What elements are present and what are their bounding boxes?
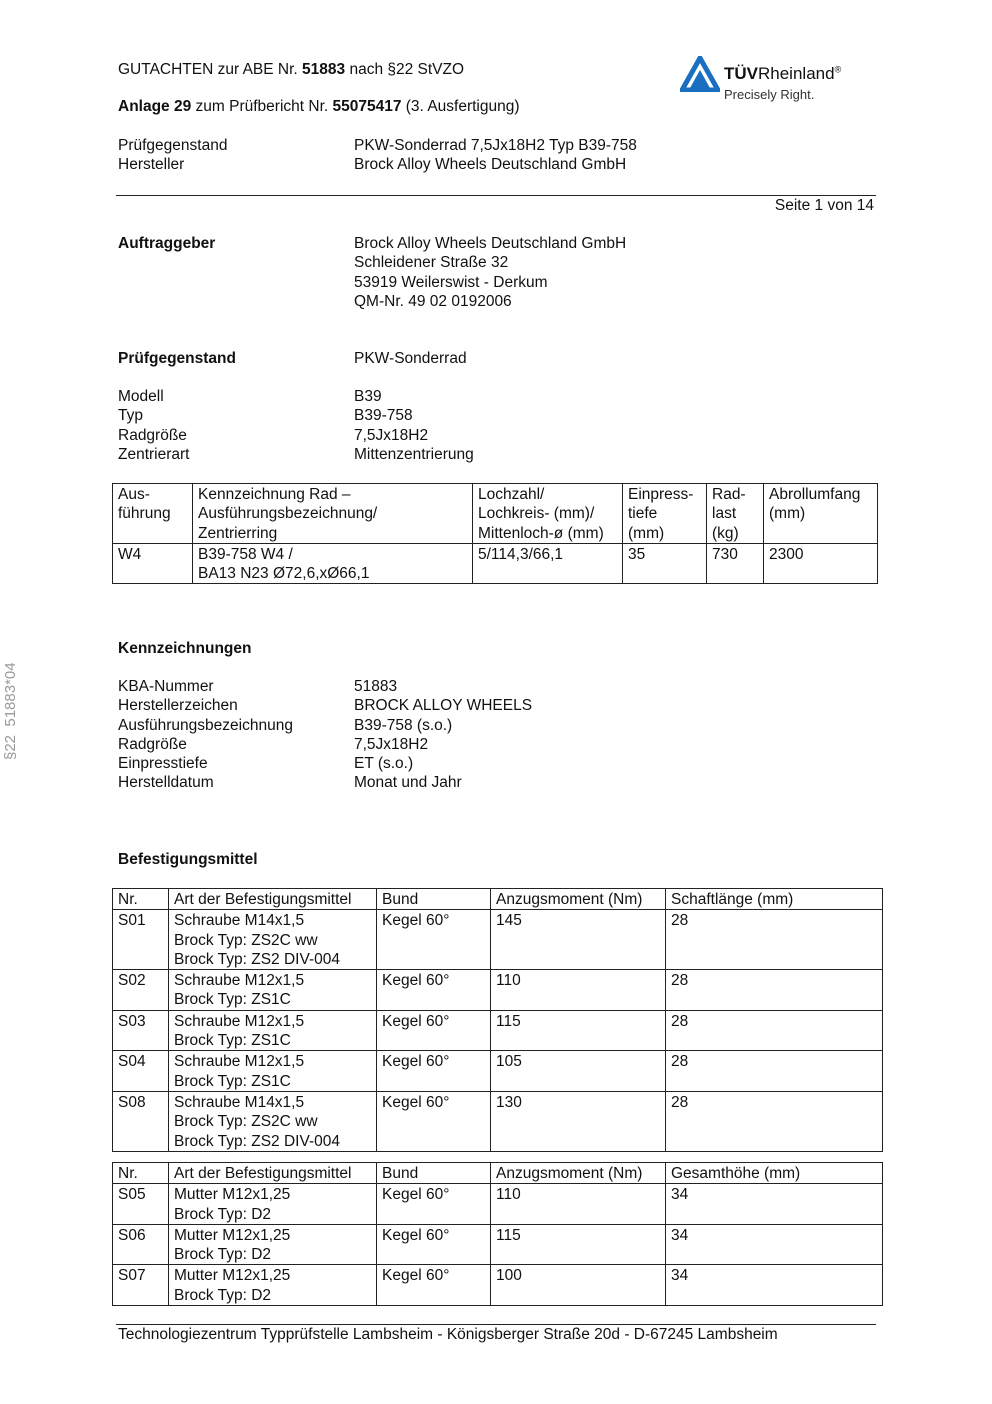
table-cell xyxy=(377,1184,491,1225)
cell-line: 105 xyxy=(496,1053,522,1071)
table-cell xyxy=(666,910,883,970)
cell-line: Brock Typ: ZS2C ww xyxy=(174,931,318,949)
footer-address: Technologiezentrum Typprüfstelle Lambsheim - Königsberger Straße 20d - D-67245 Lambsheim xyxy=(118,1326,778,1343)
cell-line: 110 xyxy=(496,972,521,990)
table-cell xyxy=(666,1265,883,1306)
table-row xyxy=(113,1091,883,1151)
header-line: Lochkreis- (mm)/ xyxy=(478,505,595,523)
table-cell xyxy=(193,543,473,584)
logo-tagline: Precisely Right. xyxy=(724,87,815,102)
cell-line: 34 xyxy=(671,1267,689,1285)
cell-line: S01 xyxy=(118,912,146,930)
auftraggeber-address: Brock Alloy Wheels Deutschland GmbH Schleidener Straße 32 53919 Weilerswist - Derkum QM-Nr. 49 02 0192006 xyxy=(354,235,627,310)
table-cell xyxy=(491,1265,666,1306)
header-line: Aus- xyxy=(118,486,150,503)
table-header-cell: Art der Befestigungsmittel xyxy=(169,1163,377,1184)
cell-line: Kegel 60° xyxy=(382,1186,450,1204)
cell-line: Schraube M14x1,5 xyxy=(174,1093,305,1111)
table-cell xyxy=(473,543,623,584)
table-row xyxy=(113,910,883,970)
cell-line: Schraube M12x1,5 xyxy=(174,1053,305,1071)
table-cell xyxy=(113,543,193,584)
table-cell xyxy=(113,1265,169,1306)
wheel-table xyxy=(112,483,878,584)
cell-line: 730 xyxy=(712,545,738,563)
table-cell xyxy=(491,1010,666,1051)
table-cell xyxy=(707,543,764,584)
side-note: §22 51883*04 xyxy=(2,662,19,760)
table-cell xyxy=(169,1265,377,1306)
table-header-cell xyxy=(707,484,764,544)
table-cell xyxy=(491,970,666,1011)
cell-line: Kegel 60° xyxy=(382,972,450,990)
cell-line: Kegel 60° xyxy=(382,1267,450,1285)
header-line: (mm) xyxy=(769,505,806,523)
table-header-cell xyxy=(764,484,878,544)
pruefgegenstand-label: Prüfgegenstand xyxy=(118,350,236,367)
table-header-cell xyxy=(623,484,707,544)
cell-line: 115 xyxy=(496,1226,521,1244)
header-line: Kennzeichnung Rad – xyxy=(198,486,351,503)
cell-line: S04 xyxy=(118,1053,146,1071)
header-line: (kg) xyxy=(712,524,739,542)
kennzeichnungen-title: Kennzeichnungen xyxy=(118,640,252,657)
table-row xyxy=(113,543,878,584)
tuv-logo-icon xyxy=(680,56,720,92)
table-header-row xyxy=(113,484,878,544)
table-cell xyxy=(666,1051,883,1092)
cell-line: 115 xyxy=(496,1012,521,1030)
table-row xyxy=(113,1224,883,1265)
cell-line: 145 xyxy=(496,912,522,930)
header-line: Einpress- xyxy=(628,486,694,503)
header-line: (mm) xyxy=(628,524,665,542)
header-line: Rad- xyxy=(712,486,746,503)
table-header-cell xyxy=(113,484,193,544)
cell-line: Brock Typ: D2 xyxy=(174,1205,272,1223)
header-divider xyxy=(116,195,876,196)
cell-line: 34 xyxy=(671,1186,689,1204)
table-row xyxy=(113,970,883,1011)
header-line: Abrollumfang xyxy=(769,486,861,503)
kz-labels: KBA-Nummer Herstellerzeichen Ausführungsbezeichnung Radgröße Einpresstiefe Herstelldatum xyxy=(118,678,293,792)
table-row xyxy=(113,1010,883,1051)
header-line: Ausführungsbezeichnung/ xyxy=(198,505,378,523)
table-cell xyxy=(113,1184,169,1225)
table-cell xyxy=(666,1184,883,1225)
cell-line: 28 xyxy=(671,972,689,990)
table-cell xyxy=(377,970,491,1011)
cell-line: W4 xyxy=(118,545,142,563)
header-line: last xyxy=(712,505,737,523)
header-line: Zentrierring xyxy=(198,524,278,542)
table-header-row xyxy=(113,889,883,910)
cell-line: 28 xyxy=(671,912,689,930)
table-cell xyxy=(491,1051,666,1092)
table-cell xyxy=(169,1091,377,1151)
table-cell xyxy=(491,1091,666,1151)
page-number: Seite 1 von 14 xyxy=(774,197,874,214)
cell-line: 35 xyxy=(628,545,646,563)
table-cell xyxy=(113,1091,169,1151)
table-cell xyxy=(666,1010,883,1051)
cell-line: 28 xyxy=(671,1012,689,1030)
header-line: Lochzahl/ xyxy=(478,486,545,503)
table-cell xyxy=(666,970,883,1011)
header-line: tiefe xyxy=(628,505,658,523)
table-cell xyxy=(491,1224,666,1265)
cell-line: Kegel 60° xyxy=(382,912,450,930)
pruefgegenstand-value: PKW-Sonderrad xyxy=(354,350,467,367)
table-row xyxy=(113,1184,883,1225)
table-cell xyxy=(169,1010,377,1051)
report-title: GUTACHTEN zur ABE Nr. 51883 nach §22 StVZO xyxy=(118,61,465,78)
table-cell xyxy=(377,1010,491,1051)
cell-line: Brock Typ: ZS2 DIV-004 xyxy=(174,1132,340,1150)
table-cell xyxy=(764,543,878,584)
table-cell xyxy=(491,910,666,970)
table-cell xyxy=(169,970,377,1011)
cell-line: S08 xyxy=(118,1093,146,1111)
cell-line: 28 xyxy=(671,1093,689,1111)
header-line: Mittenloch-ø (mm) xyxy=(478,524,604,542)
cell-line: Brock Typ: ZS2C ww xyxy=(174,1113,318,1131)
cell-line: Kegel 60° xyxy=(382,1012,450,1030)
table-header-cell: Art der Befestigungsmittel xyxy=(169,889,377,910)
cell-line: Brock Typ: D2 xyxy=(174,1286,272,1304)
cell-line: Kegel 60° xyxy=(382,1093,450,1111)
table-cell xyxy=(666,1224,883,1265)
table-cell xyxy=(377,910,491,970)
table-cell xyxy=(169,1051,377,1092)
hersteller-label: Hersteller xyxy=(118,156,185,173)
cell-line: Brock Typ: D2 xyxy=(174,1246,272,1264)
cell-line: S06 xyxy=(118,1226,146,1244)
header-line: führung xyxy=(118,505,171,523)
pg-detail-labels: Modell Typ Radgröße Zentrierart xyxy=(118,388,190,463)
cell-line: S02 xyxy=(118,972,146,990)
table-cell xyxy=(169,1224,377,1265)
table-header-cell: Bund xyxy=(377,1163,491,1184)
cell-line: Brock Typ: ZS1C xyxy=(174,1072,291,1090)
cell-line: 34 xyxy=(671,1226,689,1244)
table-header-cell: Anzugsmoment (Nm) xyxy=(491,1163,666,1184)
table-cell xyxy=(113,970,169,1011)
report-subtitle: Anlage 29 zum Prüfbericht Nr. 55075417 (3. Ausfertigung) xyxy=(118,98,520,115)
table-row xyxy=(113,1051,883,1092)
cell-line: Mutter M12x1,25 xyxy=(174,1186,291,1204)
befestigung-title: Befestigungsmittel xyxy=(118,851,258,868)
table-header-cell: Nr. xyxy=(113,889,169,910)
cell-line: Brock Typ: ZS1C xyxy=(174,1032,291,1050)
cell-line: Brock Typ: ZS2 DIV-004 xyxy=(174,950,340,968)
pg-value: PKW-Sonderrad 7,5Jx18H2 Typ B39-758 xyxy=(354,137,637,154)
cell-line: Mutter M12x1,25 xyxy=(174,1267,291,1285)
table-header-cell xyxy=(193,484,473,544)
logo-brand: TÜVRheinland® xyxy=(724,64,842,83)
table-cell xyxy=(666,1091,883,1151)
table-cell xyxy=(113,910,169,970)
cell-line: S03 xyxy=(118,1012,146,1030)
cell-line: S07 xyxy=(118,1267,146,1285)
cell-line: Schraube M12x1,5 xyxy=(174,972,305,990)
hersteller-value: Brock Alloy Wheels Deutschland GmbH xyxy=(354,156,627,173)
table-cell xyxy=(169,910,377,970)
table-cell xyxy=(377,1265,491,1306)
cell-line: 100 xyxy=(496,1267,522,1285)
cell-line: Brock Typ: ZS1C xyxy=(174,991,291,1009)
pg-detail-values: B39 B39-758 7,5Jx18H2 Mittenzentrierung xyxy=(354,388,474,463)
bolts-table xyxy=(112,888,883,1152)
table-cell xyxy=(113,1224,169,1265)
nuts-table xyxy=(112,1162,883,1306)
table-header-row xyxy=(113,1163,883,1184)
cell-line: Mutter M12x1,25 xyxy=(174,1226,291,1244)
table-header-cell: Nr. xyxy=(113,1163,169,1184)
auftraggeber-label: Auftraggeber xyxy=(118,235,216,252)
cell-line: 5/114,3/66,1 xyxy=(478,545,564,563)
table-header-cell: Gesamthöhe (mm) xyxy=(666,1163,883,1184)
table-header-cell: Anzugsmoment (Nm) xyxy=(491,889,666,910)
table-cell xyxy=(113,1051,169,1092)
table-row xyxy=(113,1265,883,1306)
table-header-cell: Bund xyxy=(377,889,491,910)
table-cell xyxy=(377,1051,491,1092)
table-cell xyxy=(169,1184,377,1225)
table-cell xyxy=(623,543,707,584)
cell-line: 2300 xyxy=(769,545,804,563)
cell-line: S05 xyxy=(118,1186,146,1204)
cell-line: Schraube M14x1,5 xyxy=(174,912,305,930)
table-cell xyxy=(113,1010,169,1051)
cell-line: 130 xyxy=(496,1093,522,1111)
table-header-cell xyxy=(473,484,623,544)
table-cell xyxy=(491,1184,666,1225)
table-cell xyxy=(377,1091,491,1151)
kz-values: 51883 BROCK ALLOY WHEELS B39-758 (s.o.) 7,5Jx18H2 ET (s.o.) Monat und Jahr xyxy=(354,678,533,792)
cell-line: 110 xyxy=(496,1186,521,1204)
cell-line: Kegel 60° xyxy=(382,1226,450,1244)
table-cell xyxy=(377,1224,491,1265)
cell-line: BA13 N23 Ø72,6,xØ66,1 xyxy=(198,565,370,583)
cell-line: 28 xyxy=(671,1053,689,1071)
table-header-cell: Schaftlänge (mm) xyxy=(666,889,883,910)
cell-line: Kegel 60° xyxy=(382,1053,450,1071)
cell-line: B39-758 W4 / xyxy=(198,545,293,563)
pg-label: Prüfgegenstand xyxy=(118,137,228,154)
cell-line: Schraube M12x1,5 xyxy=(174,1012,305,1030)
